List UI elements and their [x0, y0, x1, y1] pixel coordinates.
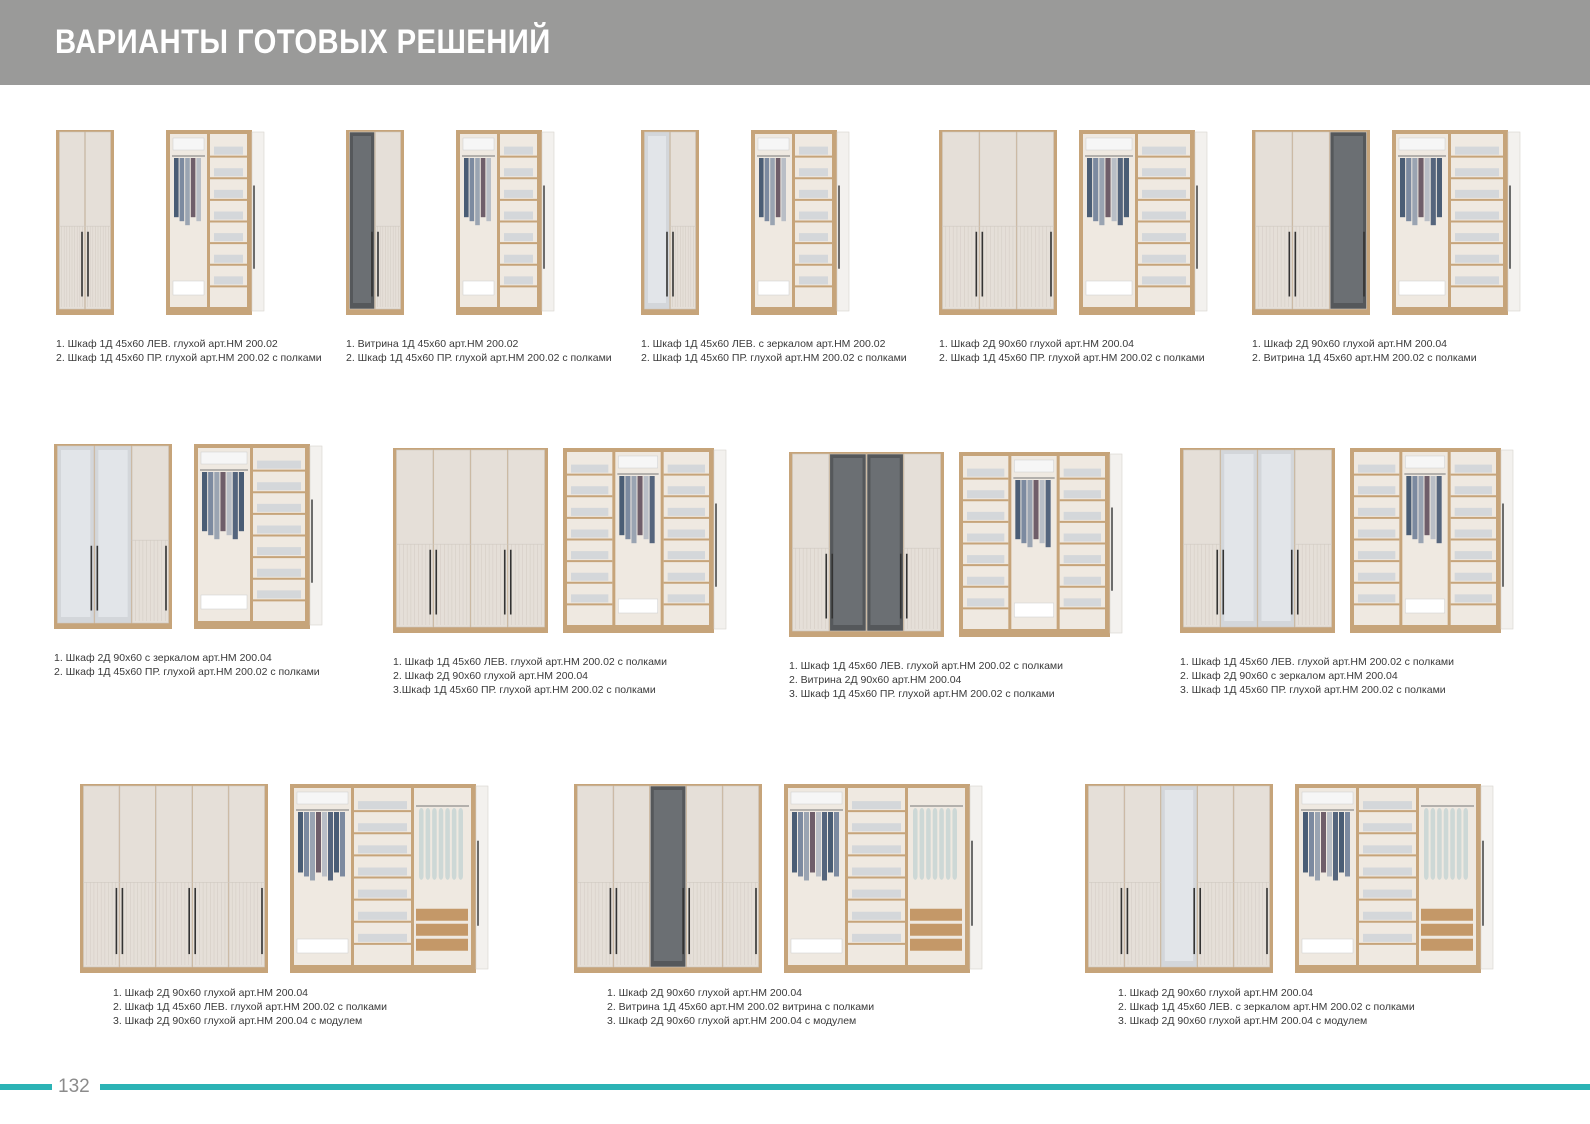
open-wardrobe [1079, 130, 1207, 315]
page-number: 132 [58, 1076, 90, 1097]
open-wardrobe [1392, 130, 1520, 315]
wardrobe-illustration [1252, 130, 1522, 316]
closed-wardrobe [789, 452, 944, 637]
closed-wardrobe [1252, 130, 1370, 315]
footer-accent-right [100, 1084, 1590, 1090]
combo-caption: 1. Шкаф 1Д 45x60 ЛЕВ. глухой арт.НМ 200.02 с полками 2. Шкаф 2Д 90x60 с зеркалом арт.НМ 200.04 3. Шкаф 1Д 45x60 ПР. глухой арт.НМ 200.02 с полками [1180, 656, 1454, 696]
open-wardrobe [751, 130, 849, 315]
closed-wardrobe [939, 130, 1057, 315]
combo-caption: 1. Шкаф 2Д 90x60 глухой арт.НМ 200.04 2. Шкаф 1Д 45x60 ЛЕВ. с зеркалом арт.НМ 200.02 с полками 3. Шкаф 2Д 90x60 глухой арт.НМ 200.04 с модулем [1118, 987, 1415, 1027]
closed-wardrobe [574, 784, 762, 973]
wardrobe-illustration [346, 130, 556, 316]
wardrobe-illustration [1180, 448, 1515, 634]
combo-caption: 1. Шкаф 2Д 90x60 глухой арт.НМ 200.04 2. Шкаф 1Д 45x60 ЛЕВ. глухой арт.НМ 200.02 с полками 3. Шкаф 2Д 90x60 глухой арт.НМ 200.04 с модулем [113, 987, 387, 1027]
closed-wardrobe [80, 784, 268, 973]
combo-caption: 1. Шкаф 2Д 90x60 с зеркалом арт.НМ 200.04 2. Шкаф 1Д 45x60 ПР. глухой арт.НМ 200.02 с полками [54, 652, 320, 678]
combo-caption: 1. Шкаф 1Д 45x60 ЛЕВ. глухой арт.НМ 200.02 с полками 2. Шкаф 2Д 90x60 глухой арт.НМ 200.04 3.Шкаф 1Д 45x60 ПР. глухой арт.НМ 200.02 с полками [393, 656, 667, 696]
wardrobe-illustration [574, 784, 984, 974]
combo-caption: 1. Шкаф 1Д 45x60 ЛЕВ. глухой арт.НМ 200.02 2. Шкаф 1Д 45x60 ПР. глухой арт.НМ 200.02 с полками [56, 338, 322, 364]
open-wardrobe [194, 444, 322, 629]
combo-caption: 1. Шкаф 2Д 90x60 глухой арт.НМ 200.04 2. Витрина 1Д 45x60 арт.НМ 200.02 с полками [1252, 338, 1477, 364]
wardrobe-illustration [80, 784, 490, 974]
closed-wardrobe [1085, 784, 1273, 973]
open-wardrobe [1350, 448, 1513, 633]
open-wardrobe [1295, 784, 1493, 973]
open-wardrobe [959, 452, 1122, 637]
wardrobe-illustration [939, 130, 1209, 316]
open-wardrobe [456, 130, 554, 315]
combo-caption: 1. Шкаф 2Д 90x60 глухой арт.НМ 200.04 2. Шкаф 1Д 45x60 ПР. глухой арт.НМ 200.02 с полками [939, 338, 1205, 364]
combo-caption: 1. Шкаф 1Д 45x60 ЛЕВ. глухой арт.НМ 200.02 с полками 2. Витрина 2Д 90x60 арт.НМ 200.04 3. Шкаф 1Д 45x60 ПР. глухой арт.НМ 200.02 с полками [789, 660, 1063, 700]
combo-caption: 1. Шкаф 1Д 45x60 ЛЕВ. с зеркалом арт.НМ 200.02 2. Шкаф 1Д 45x60 ПР. глухой арт.НМ 200.02 с полками [641, 338, 907, 364]
wardrobe-illustration [1085, 784, 1495, 974]
wardrobe-illustration [56, 130, 266, 316]
page-header [0, 0, 1590, 85]
closed-wardrobe [1180, 448, 1335, 633]
closed-wardrobe [641, 130, 699, 315]
closed-wardrobe [393, 448, 548, 633]
open-wardrobe [784, 784, 982, 973]
closed-wardrobe [346, 130, 404, 315]
wardrobe-illustration [393, 448, 728, 634]
footer-accent-left [0, 1084, 52, 1090]
wardrobe-illustration [54, 444, 324, 630]
open-wardrobe [563, 448, 726, 633]
closed-wardrobe [56, 130, 114, 315]
combo-caption: 1. Шкаф 2Д 90x60 глухой арт.НМ 200.04 2. Витрина 1Д 45x60 арт.НМ 200.02 витрина с полками 3. Шкаф 2Д 90x60 глухой арт.НМ 200.04 с модулем [607, 987, 875, 1027]
page-title: ВАРИАНТЫ ГОТОВЫХ РЕШЕНИЙ [55, 23, 551, 61]
open-wardrobe [290, 784, 488, 973]
open-wardrobe [166, 130, 264, 315]
wardrobe-illustration [789, 452, 1124, 638]
combo-caption: 1. Витрина 1Д 45x60 арт.НМ 200.02 2. Шкаф 1Д 45x60 ПР. глухой арт.НМ 200.02 с полками [346, 338, 612, 364]
wardrobe-illustration [641, 130, 851, 316]
closed-wardrobe [54, 444, 172, 629]
